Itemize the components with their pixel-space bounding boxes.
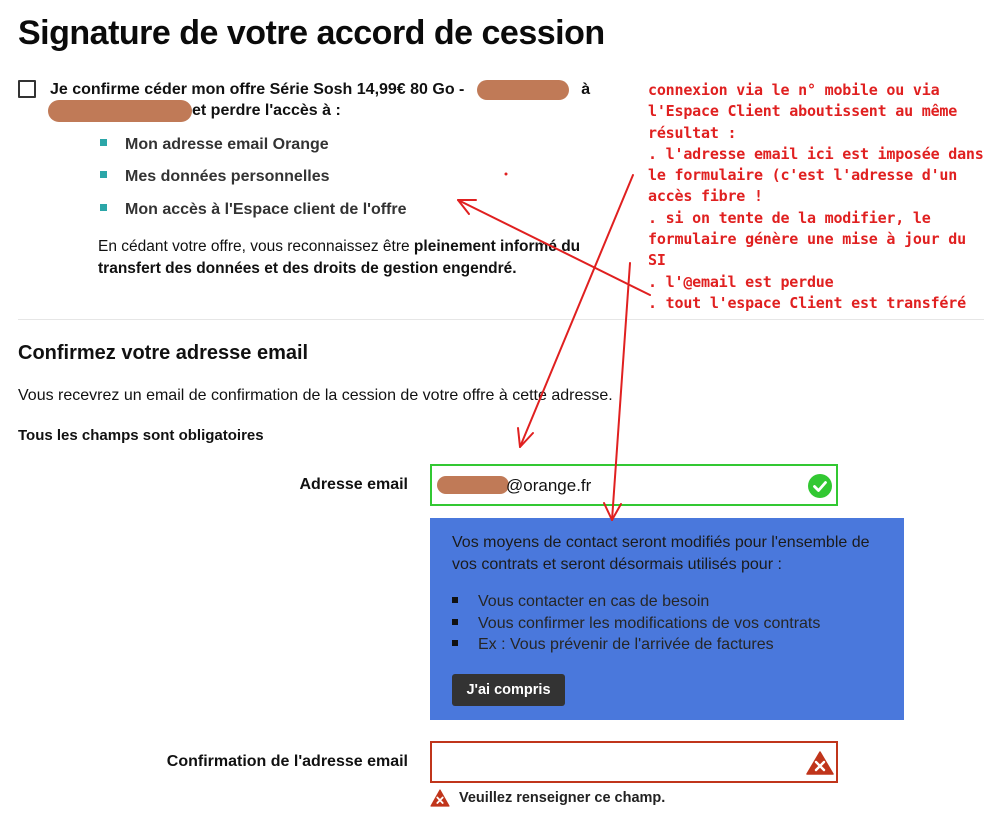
consent-label-line2: et perdre l'accès à :	[192, 102, 341, 119]
list-item: Mon adresse email Orange	[100, 136, 329, 154]
understood-button[interactable]: J'ai compris	[452, 674, 565, 706]
page-title: Signature de votre accord de cession	[18, 14, 605, 52]
check-circle-icon	[808, 474, 832, 498]
consent-checkbox[interactable]	[18, 80, 36, 98]
section-title: Confirmez votre adresse email	[18, 342, 309, 364]
list-item: Ex : Vous prévenir de l'arrivée de factures	[452, 636, 774, 654]
list-item: Mes données personnelles	[100, 168, 330, 186]
redacted-name-2	[48, 100, 192, 122]
annotation-note: connexion via le n° mobile ou via l'Espace Client aboutissent au même résultat : . l'adresse email ici est imposée dans le formulaire (c'est l'adresse d'un accès fibre ! . si on tente de la modifier, le formulaire génère une mise à jour du SI . l'@email est perdue . tout l'espace Client est transféré	[648, 81, 984, 312]
email-value: @orange.fr	[506, 476, 592, 495]
confirm-email-field[interactable]	[430, 741, 838, 783]
bullet-icon	[452, 640, 458, 646]
email-label: Adresse email	[299, 476, 408, 493]
consent-label-text: Je confirme céder mon offre Série Sosh 14,99€ 80 Go -	[50, 81, 465, 99]
bullet-icon	[100, 204, 107, 211]
divider	[18, 319, 984, 320]
redacted-name	[477, 80, 569, 100]
list-item: Vous confirmer les modifications de vos contrats	[452, 615, 820, 633]
consent-label	[50, 80, 590, 100]
required-note: Tous les champs sont obligatoires	[18, 427, 264, 444]
panel-text: Vos moyens de contact seront modifiés pour l'ensemble de vos contrats et seront désormais utilisés pour :	[452, 534, 870, 573]
consent-info: En cédant votre offre, vous reconnaissez être pleinement informé du transfert des données et des droits de gestion engendré.	[98, 238, 581, 277]
warning-triangle-icon	[430, 789, 450, 807]
bullet-icon	[452, 619, 458, 625]
error-message: Veuillez renseigner ce champ.	[459, 790, 666, 806]
redacted-email-user	[437, 476, 509, 494]
section-subtitle: Vous recevrez un email de confirmation de la cession de votre offre à cette adresse.	[18, 387, 613, 404]
confirm-email-label: Confirmation de l'adresse email	[166, 753, 408, 770]
bullet-icon	[452, 597, 458, 603]
list-item: Vous contacter en cas de besoin	[452, 593, 709, 611]
list-item: Mon accès à l'Espace client de l'offre	[100, 201, 407, 219]
warning-triangle-icon	[806, 751, 834, 775]
bullet-icon	[100, 171, 107, 178]
bullet-icon	[100, 139, 107, 146]
consent-label-suffix: à	[581, 81, 591, 99]
